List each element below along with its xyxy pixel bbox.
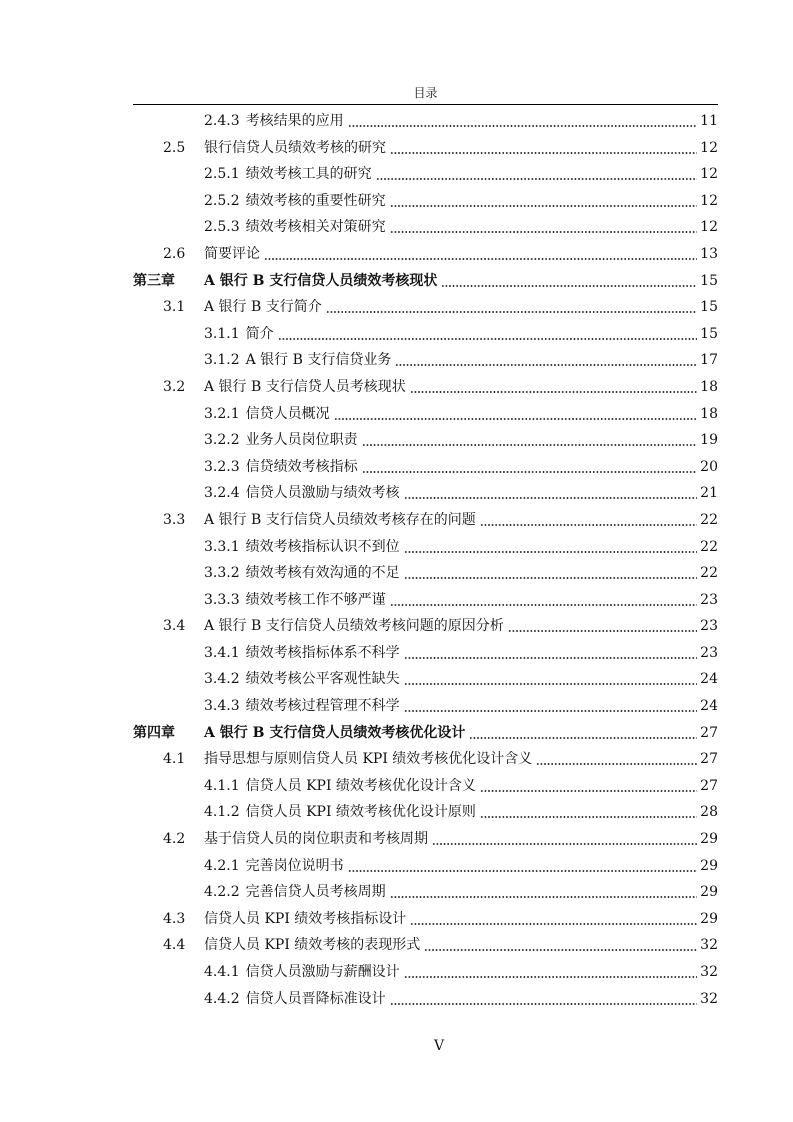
toc-section-row bbox=[133, 746, 718, 773]
toc-page-number: 20 bbox=[700, 458, 718, 475]
toc-page-number: 23 bbox=[700, 618, 718, 635]
toc-entry-text bbox=[204, 321, 274, 348]
toc-entry-number: 2.5.2 bbox=[204, 192, 240, 209]
dot-leader bbox=[348, 853, 698, 880]
dot-leader bbox=[404, 480, 698, 507]
toc-entry-title: 信贷人员 KPI 绩效考核优化设计原则 bbox=[245, 804, 476, 821]
toc-entry-text bbox=[204, 959, 400, 986]
dot-leader bbox=[432, 826, 697, 853]
toc-entry-title: 绩效考核过程管理不科学 bbox=[245, 698, 400, 715]
toc-number-column bbox=[133, 773, 204, 800]
toc-number-column bbox=[133, 853, 204, 880]
dot-leader bbox=[424, 932, 697, 959]
toc-number-column bbox=[133, 347, 204, 374]
running-header-title: 目录 bbox=[413, 86, 438, 100]
toc-page-number: 22 bbox=[700, 538, 718, 555]
toc-entry-title: 简要评论 bbox=[204, 245, 260, 262]
toc-number-column bbox=[133, 879, 204, 906]
toc-entry-number: 4.3 bbox=[163, 910, 186, 927]
toc-entry-text bbox=[204, 534, 400, 561]
toc-entry-title: 绩效考核公平客观性缺失 bbox=[245, 671, 400, 688]
toc-section-row bbox=[133, 294, 718, 321]
dot-leader bbox=[334, 401, 698, 428]
dot-leader bbox=[390, 214, 698, 241]
toc-subsection-row bbox=[133, 640, 718, 667]
toc-entry-number: 第四章 bbox=[133, 724, 175, 741]
toc-number-column bbox=[133, 720, 204, 747]
dot-leader bbox=[536, 746, 697, 773]
toc-entry-number: 3.3.3 bbox=[204, 591, 240, 608]
toc-entry-text bbox=[204, 374, 406, 401]
dot-leader bbox=[404, 666, 698, 693]
toc-entry-number: 2.5 bbox=[163, 139, 186, 156]
toc-entry-title: 信贷人员激励与绩效考核 bbox=[245, 485, 400, 502]
dot-leader bbox=[441, 268, 697, 295]
toc-entry-text bbox=[204, 188, 386, 215]
toc-subsection-row bbox=[133, 853, 718, 880]
toc-entry-title: 指导思想与原则信贷人员 KPI 绩效考核优化设计含义 bbox=[204, 751, 533, 768]
toc-entry-number: 4.1 bbox=[163, 751, 186, 768]
toc-section-row bbox=[133, 507, 718, 534]
toc-entry-text bbox=[204, 906, 406, 933]
toc-entry-number: 4.4.1 bbox=[204, 964, 240, 980]
toc-page-number: 22 bbox=[700, 511, 718, 528]
toc-page-number: 24 bbox=[700, 671, 718, 688]
toc-entry-title: A 银行 B 支行信贷人员绩效考核现状 bbox=[204, 272, 438, 289]
toc-page-number: 24 bbox=[700, 698, 718, 715]
toc-entry-text bbox=[204, 347, 391, 374]
toc-entry-title: 绩效考核的重要性研究 bbox=[245, 192, 386, 209]
toc-page-number: 15 bbox=[700, 299, 718, 316]
toc-number-column bbox=[133, 480, 204, 507]
toc-entry-number: 3.1.2 bbox=[204, 352, 240, 369]
toc-entry-text bbox=[204, 720, 465, 747]
dot-leader bbox=[480, 507, 697, 534]
toc-subsection-row bbox=[133, 959, 718, 986]
toc-entry-title: 基于信贷人员的岗位职责和考核周期 bbox=[204, 831, 428, 848]
toc-entry-text bbox=[204, 826, 428, 853]
toc-subsection-row bbox=[133, 347, 718, 374]
toc-entry-text bbox=[204, 746, 532, 773]
toc-number-column bbox=[133, 587, 204, 614]
dot-leader bbox=[395, 347, 697, 374]
toc-entry-number: 4.4.2 bbox=[204, 990, 240, 1007]
toc-page-number: 21 bbox=[700, 485, 718, 502]
toc-entry-text bbox=[204, 241, 260, 268]
toc-number-column bbox=[133, 108, 204, 135]
toc-entry-title: 信贷人员 KPI 绩效考核指标设计 bbox=[204, 910, 407, 927]
toc-entry-text bbox=[204, 161, 372, 188]
toc-section-row bbox=[133, 135, 718, 162]
toc-number-column bbox=[133, 401, 204, 428]
dot-leader bbox=[480, 799, 697, 826]
page-number: V bbox=[434, 1038, 445, 1054]
toc-entry-title: A 银行 B 支行信贷人员绩效考核问题的原因分析 bbox=[204, 618, 504, 635]
toc-page-number: 28 bbox=[700, 804, 718, 821]
toc-entry-text bbox=[204, 666, 400, 693]
toc-entry-number: 3.2 bbox=[163, 378, 186, 395]
toc-number-column bbox=[133, 799, 204, 826]
toc-number-column bbox=[133, 932, 204, 959]
toc-section-row bbox=[133, 613, 718, 640]
toc-page-number: 15 bbox=[700, 325, 718, 342]
toc-entry-number: 3.4.1 bbox=[204, 644, 240, 661]
toc-page-number: 29 bbox=[700, 884, 718, 901]
toc-subsection-row bbox=[133, 188, 718, 215]
toc-entry-text bbox=[204, 560, 400, 587]
dot-leader bbox=[410, 374, 697, 401]
toc-number-column bbox=[133, 188, 204, 215]
toc-entry-title: 业务人员岗位职责 bbox=[245, 432, 358, 449]
toc-entry-number: 3.2.4 bbox=[204, 485, 240, 502]
toc-number-column bbox=[133, 560, 204, 587]
toc-subsection-row bbox=[133, 427, 718, 454]
toc-entry-number: 2.4.3 bbox=[204, 113, 240, 129]
toc-entry-title: 完善信贷人员考核周期 bbox=[245, 884, 386, 901]
dot-leader bbox=[404, 560, 698, 587]
toc-number-column bbox=[133, 959, 204, 986]
table-of-contents bbox=[133, 108, 718, 1012]
toc-page-number: 15 bbox=[700, 272, 718, 289]
toc-number-column bbox=[133, 613, 204, 640]
toc-page-number: 11 bbox=[700, 113, 718, 129]
toc-subsection-row bbox=[133, 560, 718, 587]
toc-subsection-row bbox=[133, 799, 718, 826]
toc-entry-text bbox=[204, 986, 386, 1013]
dot-leader bbox=[404, 959, 698, 986]
dot-leader bbox=[404, 693, 698, 720]
dot-leader bbox=[410, 906, 697, 933]
toc-entry-text bbox=[204, 932, 420, 959]
dot-leader bbox=[390, 135, 697, 162]
toc-subsection-row bbox=[133, 587, 718, 614]
toc-page-number: 12 bbox=[700, 219, 718, 236]
toc-page-number: 29 bbox=[700, 910, 718, 927]
toc-number-column bbox=[133, 826, 204, 853]
toc-entry-number: 4.1.2 bbox=[204, 804, 240, 821]
toc-subsection-row bbox=[133, 108, 718, 135]
toc-entry-text bbox=[204, 427, 358, 454]
toc-subsection-row bbox=[133, 986, 718, 1013]
header-rule bbox=[133, 104, 718, 105]
toc-chapter-row bbox=[133, 720, 718, 747]
toc-number-column bbox=[133, 640, 204, 667]
toc-entry-title: 信贷人员激励与薪酬设计 bbox=[245, 964, 400, 980]
toc-page-number: 12 bbox=[700, 192, 718, 209]
toc-entry-number: 4.1.1 bbox=[204, 777, 240, 794]
toc-number-column bbox=[133, 454, 204, 481]
toc-entry-number: 4.2.1 bbox=[204, 857, 240, 874]
toc-page-number: 17 bbox=[700, 352, 718, 369]
toc-entry-number: 3.1.1 bbox=[204, 325, 240, 342]
toc-page-number: 23 bbox=[700, 591, 718, 608]
toc-number-column bbox=[133, 214, 204, 241]
toc-entry-title: 银行信贷人员绩效考核的研究 bbox=[204, 139, 386, 156]
toc-entry-title: 绩效考核相关对策研究 bbox=[245, 219, 386, 236]
toc-entry-title: 考核结果的应用 bbox=[245, 113, 344, 129]
toc-entry-number: 第三章 bbox=[133, 272, 175, 289]
toc-entry-title: 绩效考核工具的研究 bbox=[245, 166, 372, 183]
dot-leader bbox=[376, 161, 698, 188]
dot-leader bbox=[362, 454, 698, 481]
toc-entry-number: 3.2.1 bbox=[204, 405, 240, 422]
dot-leader bbox=[362, 427, 698, 454]
toc-entry-number: 3.4 bbox=[163, 618, 186, 635]
dot-leader bbox=[404, 534, 698, 561]
toc-entry-title: A 银行 B 支行信贷业务 bbox=[245, 352, 392, 369]
toc-entry-number: 4.4 bbox=[163, 937, 186, 954]
toc-entry-text bbox=[204, 799, 476, 826]
toc-entry-text bbox=[204, 587, 386, 614]
toc-entry-title: 绩效考核指标认识不到位 bbox=[245, 538, 400, 555]
toc-page-number: 27 bbox=[700, 777, 718, 794]
dot-leader bbox=[390, 587, 698, 614]
toc-number-column bbox=[133, 241, 204, 268]
toc-section-row bbox=[133, 826, 718, 853]
toc-entry-text bbox=[204, 640, 400, 667]
toc-entry-title: 信贷绩效考核指标 bbox=[245, 458, 358, 475]
toc-subsection-row bbox=[133, 693, 718, 720]
dot-leader bbox=[348, 108, 698, 135]
toc-entry-text bbox=[204, 401, 330, 428]
toc-entry-text bbox=[204, 693, 400, 720]
toc-page-number: 13 bbox=[700, 245, 718, 262]
toc-subsection-row bbox=[133, 161, 718, 188]
toc-entry-number: 2.5.1 bbox=[204, 166, 240, 183]
toc-entry-text bbox=[204, 480, 400, 507]
toc-number-column bbox=[133, 986, 204, 1013]
dot-leader bbox=[264, 241, 697, 268]
toc-entry-title: A 银行 B 支行信贷人员绩效考核优化设计 bbox=[204, 724, 466, 741]
toc-subsection-row bbox=[133, 666, 718, 693]
toc-entry-text bbox=[204, 454, 358, 481]
toc-number-column bbox=[133, 161, 204, 188]
toc-subsection-row bbox=[133, 401, 718, 428]
toc-subsection-row bbox=[133, 454, 718, 481]
toc-entry-number: 3.3 bbox=[163, 511, 186, 528]
toc-subsection-row bbox=[133, 480, 718, 507]
toc-entry-text bbox=[204, 613, 504, 640]
toc-entry-text bbox=[204, 773, 476, 800]
toc-number-column bbox=[133, 321, 204, 348]
toc-section-row bbox=[133, 932, 718, 959]
dot-leader bbox=[390, 188, 698, 215]
toc-subsection-row bbox=[133, 773, 718, 800]
toc-entry-text bbox=[204, 268, 437, 295]
toc-number-column bbox=[133, 534, 204, 561]
toc-entry-text bbox=[204, 214, 386, 241]
toc-entry-text bbox=[204, 853, 344, 880]
toc-page-number: 12 bbox=[700, 139, 718, 156]
toc-page-number: 18 bbox=[700, 378, 718, 395]
toc-number-column bbox=[133, 693, 204, 720]
toc-entry-title: 绩效考核有效沟通的不足 bbox=[245, 565, 400, 582]
toc-page-number: 32 bbox=[700, 964, 718, 980]
toc-page-number: 19 bbox=[700, 432, 718, 449]
toc-entry-title: A 银行 B 支行信贷人员考核现状 bbox=[204, 378, 406, 395]
toc-entry-number: 3.3.2 bbox=[204, 565, 240, 582]
toc-page-number: 22 bbox=[700, 565, 718, 582]
dot-leader bbox=[390, 879, 698, 906]
toc-entry-text bbox=[204, 108, 344, 135]
toc-section-row bbox=[133, 906, 718, 933]
dot-leader bbox=[278, 321, 698, 348]
toc-entry-number: 2.6 bbox=[163, 245, 186, 262]
toc-section-row bbox=[133, 241, 718, 268]
toc-entry-number: 3.4.2 bbox=[204, 671, 240, 688]
toc-number-column bbox=[133, 268, 204, 295]
toc-entry-text bbox=[204, 879, 386, 906]
dot-leader bbox=[326, 294, 697, 321]
toc-page-number: 29 bbox=[700, 831, 718, 848]
toc-subsection-row bbox=[133, 534, 718, 561]
toc-page-number: 27 bbox=[700, 724, 718, 741]
toc-subsection-row bbox=[133, 214, 718, 241]
toc-entry-number: 3.2.2 bbox=[204, 432, 240, 449]
toc-section-row bbox=[133, 374, 718, 401]
toc-number-column bbox=[133, 135, 204, 162]
toc-entry-number: 2.5.3 bbox=[204, 219, 240, 236]
toc-entry-number: 3.3.1 bbox=[204, 538, 240, 555]
toc-subsection-row bbox=[133, 321, 718, 348]
toc-number-column bbox=[133, 746, 204, 773]
dot-leader bbox=[404, 640, 698, 667]
toc-number-column bbox=[133, 507, 204, 534]
toc-entry-title: 绩效考核工作不够严谨 bbox=[245, 591, 386, 608]
toc-page-number: 12 bbox=[700, 166, 718, 183]
dot-leader bbox=[469, 720, 697, 747]
toc-page-number: 32 bbox=[700, 937, 718, 954]
toc-number-column bbox=[133, 427, 204, 454]
toc-entry-number: 3.4.3 bbox=[204, 698, 240, 715]
toc-page-number: 23 bbox=[700, 644, 718, 661]
dot-leader bbox=[390, 986, 698, 1013]
toc-entry-text bbox=[204, 135, 386, 162]
toc-entry-title: 信贷人员 KPI 绩效考核的表现形式 bbox=[204, 937, 421, 954]
toc-number-column bbox=[133, 294, 204, 321]
toc-page-number: 32 bbox=[700, 990, 718, 1007]
toc-page-number: 27 bbox=[700, 751, 718, 768]
toc-entry-number: 3.1 bbox=[163, 299, 186, 316]
toc-page-number: 29 bbox=[700, 857, 718, 874]
toc-chapter-row bbox=[133, 268, 718, 295]
toc-entry-title: A 银行 B 支行简介 bbox=[204, 299, 322, 316]
toc-entry-title: 完善岗位说明书 bbox=[245, 857, 344, 874]
dot-leader bbox=[508, 613, 697, 640]
toc-entry-title: 信贷人员晋降标准设计 bbox=[245, 990, 386, 1007]
toc-subsection-row bbox=[133, 879, 718, 906]
toc-entry-title: 信贷人员概况 bbox=[245, 405, 330, 422]
toc-entry-title: 简介 bbox=[245, 325, 274, 342]
toc-number-column bbox=[133, 906, 204, 933]
toc-entry-title: A 银行 B 支行信贷人员绩效考核存在的问题 bbox=[204, 511, 476, 528]
toc-page-number: 18 bbox=[700, 405, 718, 422]
toc-entry-title: 信贷人员 KPI 绩效考核优化设计含义 bbox=[245, 777, 476, 794]
toc-entry-number: 4.2 bbox=[163, 831, 186, 848]
toc-entry-number: 3.2.3 bbox=[204, 458, 240, 475]
toc-entry-number: 4.2.2 bbox=[204, 884, 240, 901]
toc-entry-text bbox=[204, 507, 476, 534]
toc-number-column bbox=[133, 374, 204, 401]
toc-number-column bbox=[133, 666, 204, 693]
toc-entry-title: 绩效考核指标体系不科学 bbox=[245, 644, 400, 661]
toc-entry-text bbox=[204, 294, 322, 321]
dot-leader bbox=[480, 773, 697, 800]
